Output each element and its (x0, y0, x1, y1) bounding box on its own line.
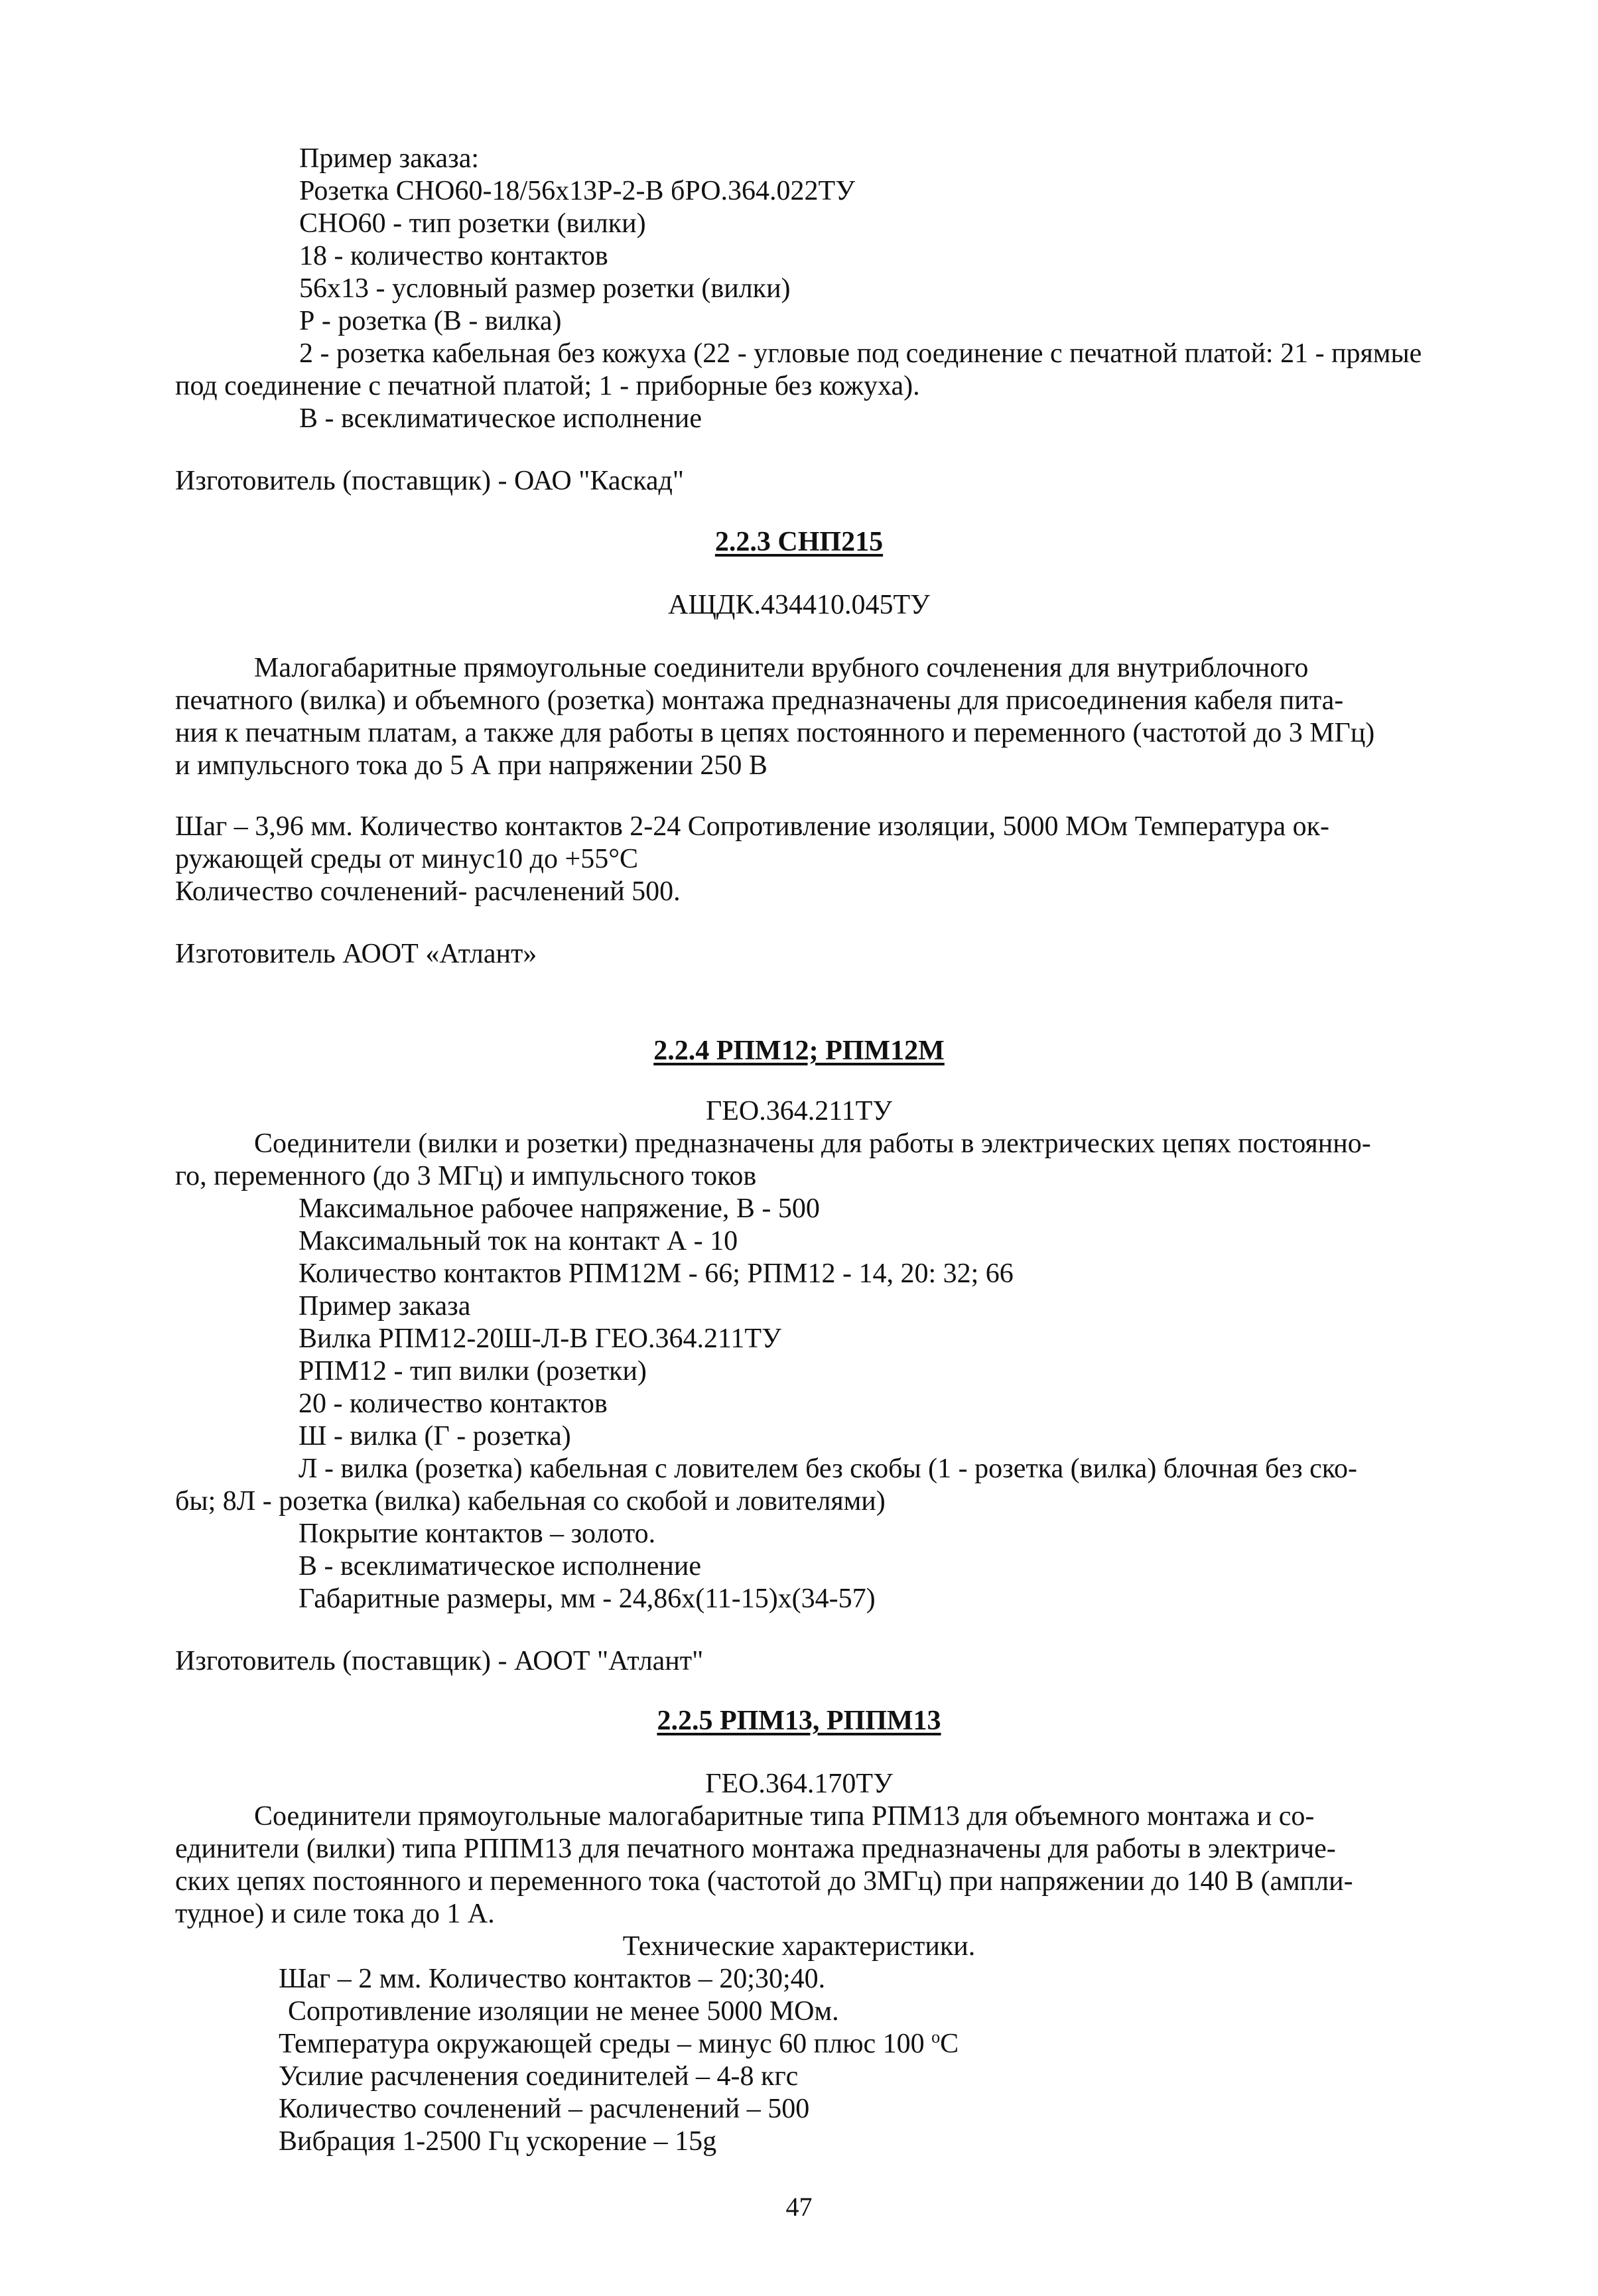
order-example-line: Розетка СНО60-18/56x13Р-2-В бРО.364.022ТУ (299, 176, 855, 206)
manufacturer-line: Изготовитель (поставщик) - АООТ "Атлант" (175, 1646, 704, 1676)
spec-line: Ш - вилка (Г - розетка) (299, 1421, 571, 1452)
section-title: 2.2.3 СНП215 (714, 527, 884, 557)
spec-line: Максимальное рабочее напряжение, В - 500 (299, 1193, 820, 1224)
manufacturer-line: Изготовитель (поставщик) - ОАО "Каскад" (175, 466, 685, 496)
order-example-line: СНО60 - тип розетки (вилки) (299, 208, 646, 239)
description-line: Малогабаритные прямоугольные соединители врубного сочленения для внутриблочного (254, 653, 1309, 683)
spec-line: Шаг – 3,96 мм. Количество контактов 2-24 Сопротивление изоляции, 5000 МОм Температура ок- (175, 811, 1330, 842)
order-example-line: Р - розетка (В - вилка) (299, 306, 562, 336)
description-line: го, переменного (до 3 МГц) и импульсного токов (175, 1161, 757, 1191)
spec-line: Максимальный ток на контакт А - 10 (299, 1226, 738, 1256)
temperature-unit: С (940, 2029, 959, 2059)
spec-text: Температура окружающей среды – минус 60 плюс 100 (279, 2029, 925, 2059)
spec-line: Л - вилка (розетка) кабельная с ловителем без скобы (1 - розетка (вилка) блочная без ско- (299, 1453, 1358, 1484)
description-line: тудное) и силе тока до 1 А. (175, 1899, 495, 1929)
description-line: печатного (вилка) и объемного (розетка) монтажа предназначены для присоединения кабеля пита- (175, 685, 1344, 716)
order-example-line: 2 - розетка кабельная без кожуха (22 - угловые под соединение с печатной платой: 21 - прямые (299, 338, 1422, 369)
order-example-line: 56x13 - условный размер розетки (вилки) (299, 273, 791, 304)
spec-line: РПМ12 - тип вилки (розетки) (299, 1356, 647, 1386)
spec-line: Вибрация 1-2500 Гц ускорение – 15g (279, 2126, 717, 2157)
spec-line: Сопротивление изоляции не менее 5000 МОм. (288, 1996, 839, 2027)
order-example-heading: Пример заказа: (299, 143, 480, 174)
spec-line: Покрытие контактов – золото. (299, 1519, 656, 1549)
spec-line: Количество контактов РПМ12М - 66; РПМ12 - 14, 20: 32; 66 (299, 1258, 1014, 1289)
document-code: ГЕО.364.211ТУ (705, 1096, 893, 1126)
description-line: Соединители (вилки и розетки) предназначены для работы в электрических цепях постоянно- (254, 1128, 1371, 1159)
spec-line: Усилие расчленения соединителей – 4-8 кгс (279, 2061, 799, 2092)
spec-line: В - всеклиматическое исполнение (299, 1551, 701, 1582)
manufacturer-line: Изготовитель АООТ «Атлант» (175, 939, 537, 969)
spec-line-temperature (279, 2028, 959, 2060)
description-line: Соединители прямоугольные малогабаритные типа РПМ13 для объемного монтажа и со- (254, 1801, 1315, 1832)
spec-line: Вилка РПМ12-20Ш-Л-В ГЕО.364.211ТУ (299, 1323, 781, 1354)
order-example-line: В - всеклиматическое исполнение (299, 403, 702, 434)
description-line: ния к печатным платам, а также для работы в цепях постоянного и переменного (частотой до 3 МГц) (175, 718, 1375, 748)
spec-line: Количество сочленений – расчленений – 500 (279, 2094, 810, 2124)
page-number: 47 (785, 2192, 813, 2222)
degree-mark: о (931, 2027, 941, 2047)
spec-line: бы; 8Л - розетка (вилка) кабельная со скобой и ловителями) (175, 1486, 886, 1517)
spec-line: Габаритные размеры, мм - 24,86х(11-15)х(34-57) (299, 1584, 876, 1614)
section-title: 2.2.4 РПМ12; РПМ12М (653, 1036, 945, 1066)
spec-line: 20 - количество контактов (299, 1388, 608, 1419)
document-code: ГЕО.364.170ТУ (705, 1769, 893, 1799)
spec-line: Шаг – 2 мм. Количество контактов – 20;30;40. (279, 1964, 826, 1994)
spec-line: ружающей среды от минус10 до +55°С (175, 844, 639, 874)
description-line: и импульсного тока до 5 А при напряжении 250 В (175, 750, 767, 781)
tech-heading: Технические характеристики. (622, 1931, 976, 1962)
order-example-line: 18 - количество контактов (299, 241, 608, 271)
description-line: ских цепях постоянного и переменного тока (частотой до 3МГц) при напряжении до 140 В (ампли- (175, 1866, 1353, 1897)
spec-line: Пример заказа (299, 1291, 471, 1321)
section-title: 2.2.5 РПМ13, РППМ13 (657, 1706, 941, 1736)
spec-line: Количество сочленений- расчленений 500. (175, 876, 681, 907)
description-line: единители (вилки) типа РППМ13 для печатного монтажа предназначены для работы в электриче- (175, 1834, 1336, 1864)
order-example-line: под соединение с печатной платой; 1 - приборные без кожуха). (175, 371, 920, 401)
document-code: АЩДК.434410.045ТУ (668, 590, 930, 620)
